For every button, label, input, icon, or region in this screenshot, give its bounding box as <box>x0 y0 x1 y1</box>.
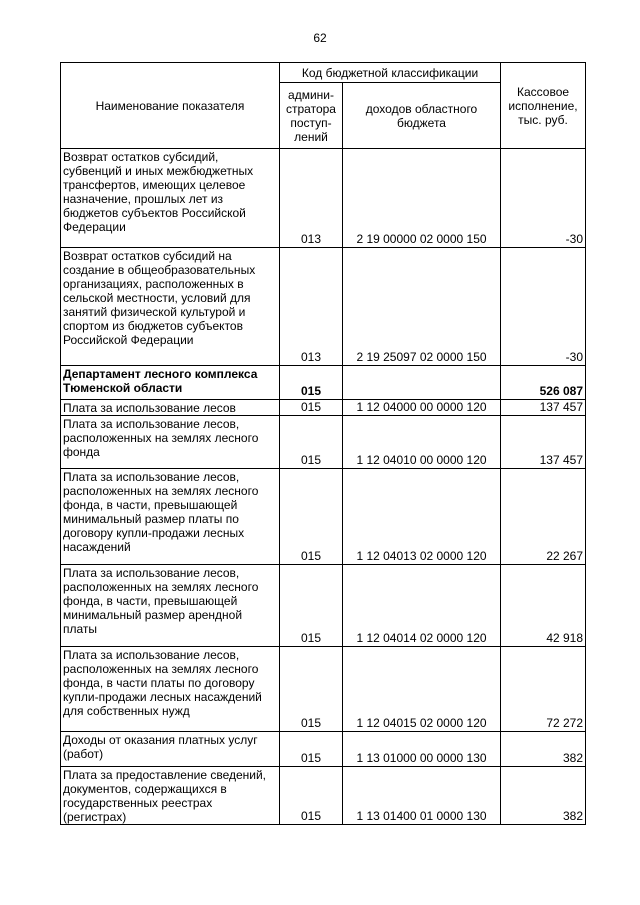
table-row <box>61 400 586 416</box>
row-amount: 382 <box>501 732 586 767</box>
budget-table <box>60 62 586 825</box>
row-kbk-code: 1 12 04000 00 0000 120 <box>343 400 501 416</box>
row-name: Департамент лесного комплекса Тюменской области <box>61 366 280 400</box>
header-kbk-group: Код бюджетной классификации <box>280 63 501 83</box>
table-row <box>61 732 586 767</box>
row-name: Плата за предоставление сведений, документов, содержащихся в государственных реестрах (регистрах) <box>61 767 280 825</box>
row-admin-code: 015 <box>280 469 343 565</box>
row-kbk-code: 2 19 00000 02 0000 150 <box>343 149 501 248</box>
row-admin-code: 013 <box>280 149 343 248</box>
row-name: Плата за использование лесов, расположенных на землях лесного фонда, в части, превышающей минимальный размер арендной платы <box>61 565 280 647</box>
row-admin-code: 015 <box>280 565 343 647</box>
table-row <box>61 248 586 366</box>
row-amount: 22 267 <box>501 469 586 565</box>
row-amount: -30 <box>501 248 586 366</box>
row-name: Возврат остатков субсидий на создание в общеобразовательных организациях, расположенных в сельской местности, условий для занятий физической культурой и спортом из бюджетов субъектов Российской Федерации <box>61 248 280 366</box>
row-name: Плата за использование лесов, расположенных на землях лесного фонда, в части, превышающей минимальный размер платы по договору купли-продажи лесных насаждений <box>61 469 280 565</box>
row-admin-code: 015 <box>280 732 343 767</box>
table-row <box>61 767 586 825</box>
row-amount: 526 087 <box>501 366 586 400</box>
page-number: 62 <box>313 31 327 45</box>
row-name: Плата за использование лесов, расположенных на землях лесного фонда, в части платы по договору купли-продажи лесных насаждений для собственных нужд <box>61 647 280 732</box>
row-admin-code: 015 <box>280 647 343 732</box>
row-admin-code: 015 <box>280 416 343 469</box>
table-row <box>61 647 586 732</box>
row-admin-code: 015 <box>280 400 343 416</box>
header-income: доходов областного бюджета <box>343 83 501 149</box>
table-row <box>61 469 586 565</box>
row-name: Возврат остатков субсидий, субвенций и иных межбюджетных трансфертов, имеющих целевое назначение, прошлых лет из бюджетов субъектов Российской Федерации <box>61 149 280 248</box>
row-admin-code: 015 <box>280 767 343 825</box>
header-amount: Кассовое исполнение, тыс. руб. <box>501 63 586 149</box>
row-kbk-code: 1 12 04015 02 0000 120 <box>343 647 501 732</box>
row-amount: -30 <box>501 149 586 248</box>
row-kbk-code: 1 12 04014 02 0000 120 <box>343 565 501 647</box>
row-amount: 137 457 <box>501 400 586 416</box>
row-name: Плата за использование лесов <box>61 400 280 416</box>
row-kbk-code: 2 19 25097 02 0000 150 <box>343 248 501 366</box>
row-admin-code: 015 <box>280 366 343 400</box>
row-amount: 42 918 <box>501 565 586 647</box>
row-kbk-code: 1 13 01400 01 0000 130 <box>343 767 501 825</box>
row-kbk-code: 1 13 01000 00 0000 130 <box>343 732 501 767</box>
row-kbk-code: 1 12 04013 02 0000 120 <box>343 469 501 565</box>
row-amount: 382 <box>501 767 586 825</box>
header-name: Наименование показателя <box>61 63 280 149</box>
row-amount: 137 457 <box>501 416 586 469</box>
table-row <box>61 366 586 400</box>
row-kbk-code <box>343 366 501 400</box>
table-row <box>61 565 586 647</box>
table-row <box>61 416 586 469</box>
row-admin-code: 013 <box>280 248 343 366</box>
row-name: Доходы от оказания платных услуг (работ) <box>61 732 280 767</box>
row-name: Плата за использование лесов, расположенных на землях лесного фонда <box>61 416 280 469</box>
row-amount: 72 272 <box>501 647 586 732</box>
row-kbk-code: 1 12 04010 00 0000 120 <box>343 416 501 469</box>
table-row <box>61 149 586 248</box>
header-admin: админи-стратора поступ-лений <box>280 83 343 149</box>
